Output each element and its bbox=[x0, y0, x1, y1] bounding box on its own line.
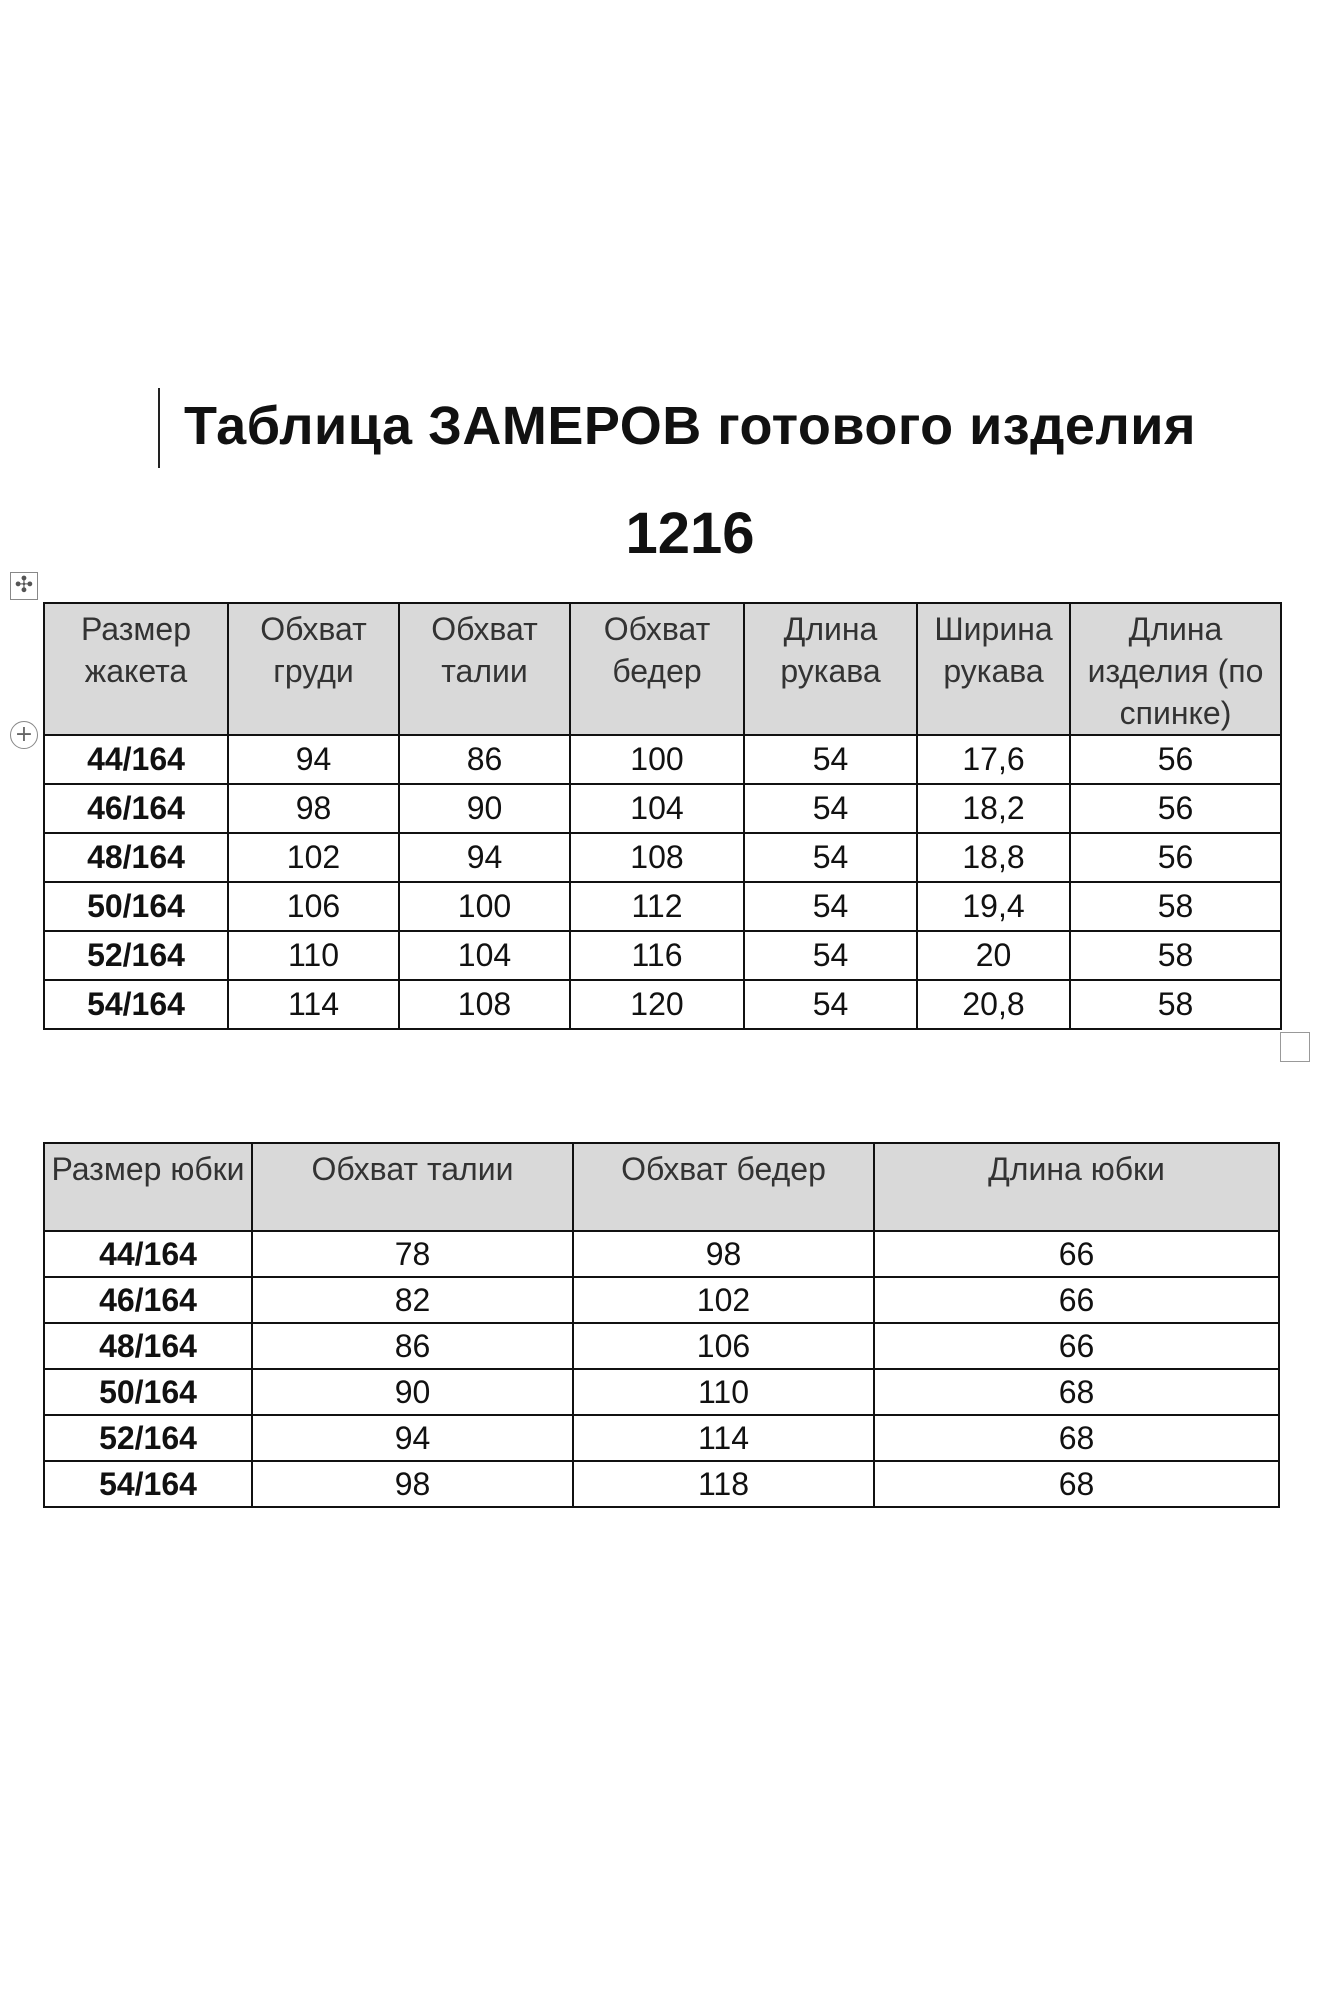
size-cell: 44/164 bbox=[44, 735, 228, 784]
column-header: Обхват талии bbox=[399, 603, 570, 735]
article-number: 1216 bbox=[625, 501, 755, 566]
table-cell: 58 bbox=[1070, 931, 1281, 980]
table-cell: 98 bbox=[252, 1461, 573, 1507]
table-cell: 54 bbox=[744, 882, 917, 931]
table-cell: 104 bbox=[570, 784, 744, 833]
add-row-icon[interactable]: + bbox=[10, 721, 38, 749]
table-cell: 100 bbox=[399, 882, 570, 931]
table-move-icon[interactable]: ✣ bbox=[10, 572, 38, 600]
column-header: Обхват бедер bbox=[573, 1143, 874, 1231]
table-row bbox=[44, 1415, 1279, 1461]
table-cell: 17,6 bbox=[917, 735, 1070, 784]
table-cell: 98 bbox=[228, 784, 399, 833]
table-cell: 18,8 bbox=[917, 833, 1070, 882]
table-cell: 68 bbox=[874, 1461, 1279, 1507]
size-cell: 48/164 bbox=[44, 833, 228, 882]
size-cell: 46/164 bbox=[44, 784, 228, 833]
column-header: Обхват бедер bbox=[570, 603, 744, 735]
size-cell: 54/164 bbox=[44, 1461, 252, 1507]
size-cell: 52/164 bbox=[44, 931, 228, 980]
table-cell: 106 bbox=[573, 1323, 874, 1369]
page-title: Таблица ЗАМЕРОВ готового изделия bbox=[184, 396, 1196, 456]
table-cell: 86 bbox=[399, 735, 570, 784]
table-row bbox=[44, 1369, 1279, 1415]
table-cell: 118 bbox=[573, 1461, 874, 1507]
table-cell: 54 bbox=[744, 980, 917, 1029]
table-cell: 54 bbox=[744, 931, 917, 980]
column-header: Длина юбки bbox=[874, 1143, 1279, 1231]
table-cell: 18,2 bbox=[917, 784, 1070, 833]
table-cell: 120 bbox=[570, 980, 744, 1029]
table-resize-handle[interactable] bbox=[1280, 1032, 1310, 1062]
table-cell: 114 bbox=[228, 980, 399, 1029]
table-cell: 90 bbox=[252, 1369, 573, 1415]
table-header-row bbox=[44, 603, 1281, 735]
table-cell: 66 bbox=[874, 1277, 1279, 1323]
table-row bbox=[44, 735, 1281, 784]
table-cell: 78 bbox=[252, 1231, 573, 1277]
table-cell: 58 bbox=[1070, 980, 1281, 1029]
column-header: Длина рукава bbox=[744, 603, 917, 735]
size-cell: 48/164 bbox=[44, 1323, 252, 1369]
jacket-measurements-table bbox=[43, 602, 1282, 1030]
table-cell: 82 bbox=[252, 1277, 573, 1323]
table-cell: 90 bbox=[399, 784, 570, 833]
table-header-row bbox=[44, 1143, 1279, 1231]
table-row bbox=[44, 1461, 1279, 1507]
skirt-measurements-table bbox=[43, 1142, 1280, 1508]
size-cell: 46/164 bbox=[44, 1277, 252, 1323]
size-cell: 50/164 bbox=[44, 882, 228, 931]
table-cell: 112 bbox=[570, 882, 744, 931]
table-cell: 56 bbox=[1070, 833, 1281, 882]
table-row bbox=[44, 833, 1281, 882]
table-cell: 54 bbox=[744, 784, 917, 833]
table-cell: 19,4 bbox=[917, 882, 1070, 931]
table-row bbox=[44, 784, 1281, 833]
column-header: Размер жакета bbox=[44, 603, 228, 735]
column-header: Ширина рукава bbox=[917, 603, 1070, 735]
table-cell: 66 bbox=[874, 1231, 1279, 1277]
column-header: Длина изделия (по спинке) bbox=[1070, 603, 1281, 735]
table-cell: 100 bbox=[570, 735, 744, 784]
table-row bbox=[44, 931, 1281, 980]
table-cell: 68 bbox=[874, 1415, 1279, 1461]
table-row bbox=[44, 980, 1281, 1029]
table-cell: 114 bbox=[573, 1415, 874, 1461]
table-cell: 106 bbox=[228, 882, 399, 931]
size-cell: 54/164 bbox=[44, 980, 228, 1029]
size-cell: 52/164 bbox=[44, 1415, 252, 1461]
table-cell: 102 bbox=[228, 833, 399, 882]
table-row bbox=[44, 1231, 1279, 1277]
table-cell: 68 bbox=[874, 1369, 1279, 1415]
table-cell: 116 bbox=[570, 931, 744, 980]
table-cell: 98 bbox=[573, 1231, 874, 1277]
table-row bbox=[44, 882, 1281, 931]
table-cell: 108 bbox=[399, 980, 570, 1029]
table-cell: 110 bbox=[228, 931, 399, 980]
column-header: Размер юбки bbox=[44, 1143, 252, 1231]
table-cell: 56 bbox=[1070, 735, 1281, 784]
table-cell: 94 bbox=[252, 1415, 573, 1461]
size-cell: 50/164 bbox=[44, 1369, 252, 1415]
table-cell: 104 bbox=[399, 931, 570, 980]
column-header: Обхват талии bbox=[252, 1143, 573, 1231]
table-row bbox=[44, 1277, 1279, 1323]
table-cell: 110 bbox=[573, 1369, 874, 1415]
table-cell: 56 bbox=[1070, 784, 1281, 833]
table-cell: 86 bbox=[252, 1323, 573, 1369]
table-cell: 58 bbox=[1070, 882, 1281, 931]
table-cell: 102 bbox=[573, 1277, 874, 1323]
table-cell: 54 bbox=[744, 735, 917, 784]
table-cell: 20,8 bbox=[917, 980, 1070, 1029]
table-cell: 94 bbox=[399, 833, 570, 882]
table-cell: 108 bbox=[570, 833, 744, 882]
table-cell: 20 bbox=[917, 931, 1070, 980]
table-cell: 94 bbox=[228, 735, 399, 784]
table-cell: 54 bbox=[744, 833, 917, 882]
column-header: Обхват груди bbox=[228, 603, 399, 735]
table-row bbox=[44, 1323, 1279, 1369]
table-cell: 66 bbox=[874, 1323, 1279, 1369]
size-cell: 44/164 bbox=[44, 1231, 252, 1277]
